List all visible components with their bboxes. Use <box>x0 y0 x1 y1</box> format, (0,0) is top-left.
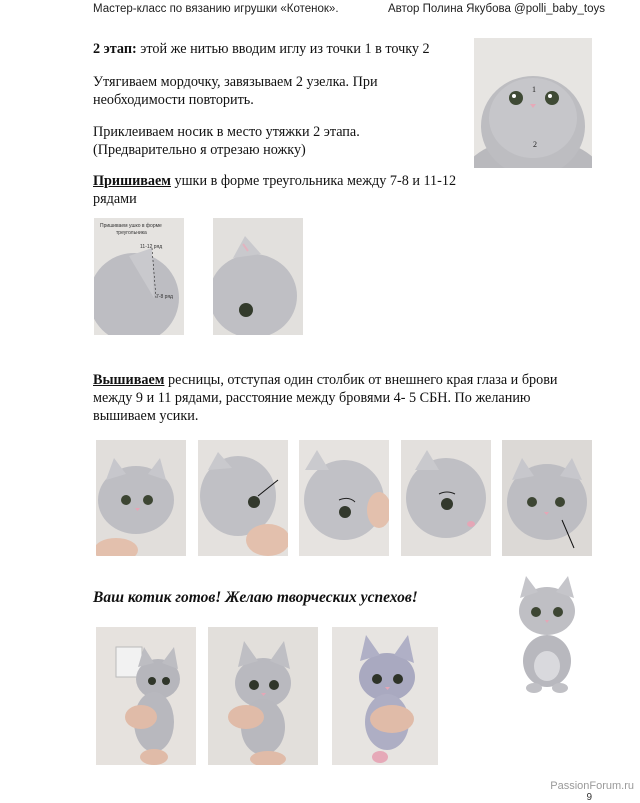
step2-paragraph <box>93 40 463 58</box>
embroidery-step-photo <box>401 440 491 556</box>
final-message: Ваш котик готов! Желаю творческих успехов! <box>93 589 418 606</box>
finished-kitten-photo <box>502 566 592 697</box>
ear-diagram-photo <box>94 218 184 335</box>
step2-label: 2 этап: <box>93 41 137 57</box>
ear-caption-row1: 11-12 ряд <box>140 244 163 250</box>
ears-paragraph <box>93 172 463 208</box>
ear-sewn-photo <box>213 218 303 335</box>
ear-caption-row2: 7-8 ряд <box>156 294 173 300</box>
embroidery-step-photo <box>198 440 288 556</box>
embroidery-step-photo <box>502 440 592 556</box>
mark-one: 1 <box>532 85 536 94</box>
embroider-keyword: Вышиваем <box>93 372 165 388</box>
finished-kitten-held-photo <box>96 627 196 765</box>
page-number: 9 <box>586 792 592 803</box>
embroidery-step-photo <box>299 440 389 556</box>
finished-kitten-held-photo <box>332 627 438 765</box>
header-title: Мастер-класс по вязанию игрушки «Котенок». <box>93 3 339 15</box>
embroider-paragraph <box>93 371 563 425</box>
embroidery-step-photo <box>96 440 186 556</box>
step2-nose-text: Приклеиваем носик в место утяжки 2 этапа. (Предварительно я отрезаю ножку) <box>93 124 360 158</box>
ears-text: ушки в форме треугольника между 7-8 и 11-12 рядами <box>93 173 457 207</box>
ear-caption-line2: треугольника <box>116 230 147 236</box>
mark-two: 2 <box>533 140 537 149</box>
kitten-face-photo <box>474 38 592 168</box>
ear-caption-line1: Пришиваем ушко в форме <box>100 223 162 229</box>
finished-kitten-held-photo <box>208 627 318 765</box>
ears-keyword: Пришиваем <box>93 173 171 189</box>
embroider-text: ресницы, отступая один столбик от внешнего края глаза и брови между 9 и 11 рядами, расстояние между бровями 4- 5 СБН. По желанию вышиваем усики. <box>93 372 558 424</box>
step2-text: этой же нитью вводим иглу из точки 1 в точку 2 <box>136 41 430 57</box>
step2-tighten-text: Утягиваем мордочку, завязываем 2 узелка. При необходимости повторить. <box>93 74 378 108</box>
header-author: Автор Полина Якубова @polli_baby_toys <box>388 3 605 15</box>
watermark: PassionForum.ru <box>550 780 634 792</box>
